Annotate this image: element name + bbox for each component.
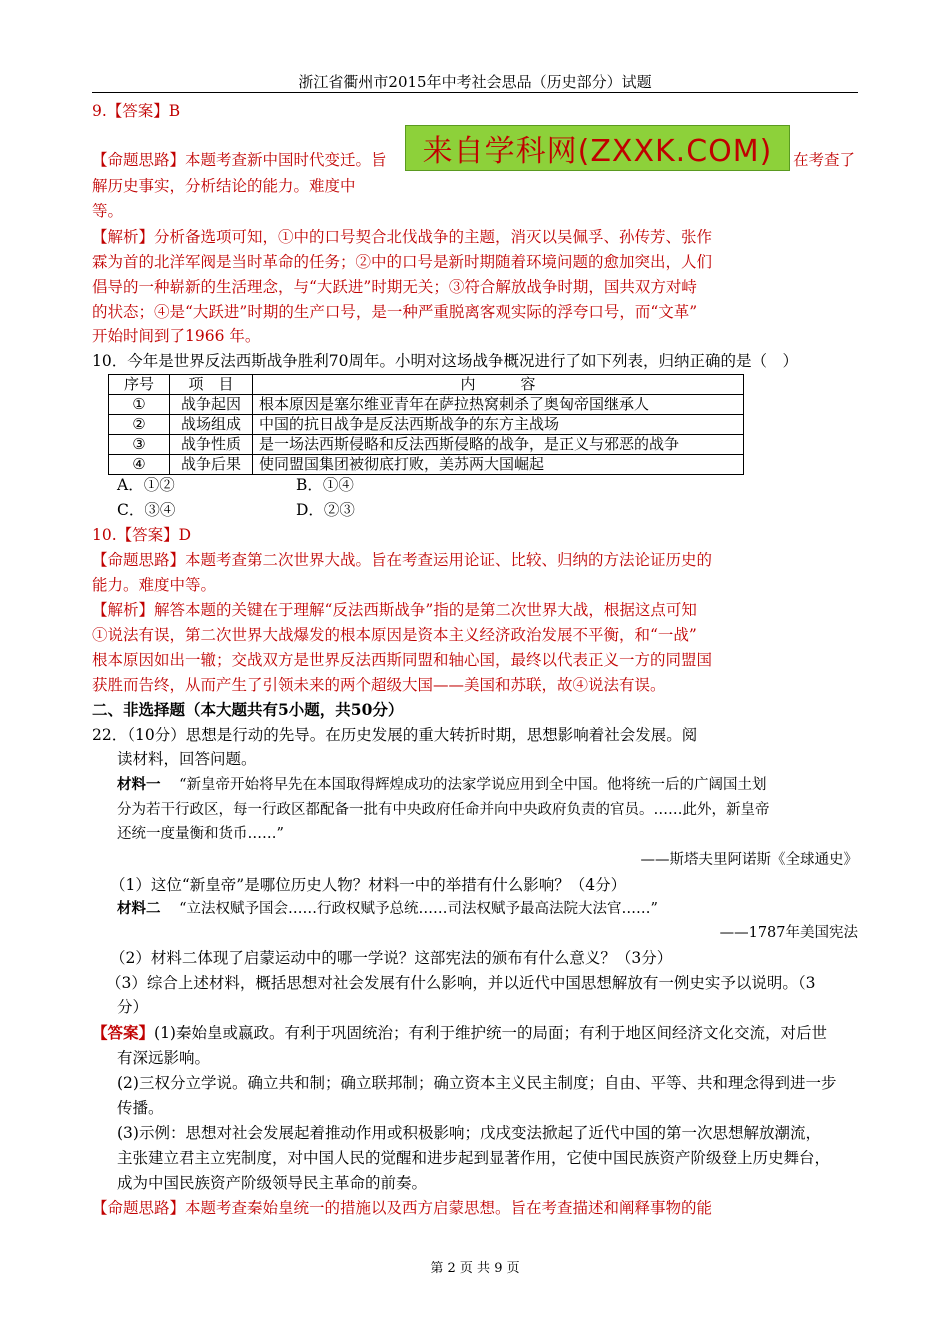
q22-sub-3-line-2: 分） <box>117 998 149 1016</box>
table-cell: ③ <box>109 435 170 455</box>
q22-answer-label: 【答案】 <box>92 1023 155 1042</box>
q10-option-d: D．②③ <box>296 501 355 519</box>
table-header-cell: 内 容 <box>253 375 744 395</box>
q9-analysis-line: 开始时间到了1966 年。 <box>92 327 261 345</box>
q22-answer-line-4: 传播。 <box>117 1099 164 1117</box>
table-cell: 是一场法西斯侵略和反法西斯侵略的战争，是正义与邪恶的战争 <box>253 435 744 455</box>
material-1-source: ——斯塔夫里阿诺斯《全球通史》 <box>640 852 858 868</box>
q9-analysis-line: 霖为首的北洋军阀是当时革命的任务；②中的口号是新时期随着环境问题的愈加突出，人们 <box>92 253 713 271</box>
q9-idea-line-1b: 在考查了 <box>793 151 856 169</box>
q22-answer-line-2: 有深远影响。 <box>117 1049 211 1067</box>
material-1-label: 材料一 <box>117 776 161 793</box>
q22-sub-1: （1）这位“新皇帝”是哪位历史人物？材料一中的举措有什么影响？（4分） <box>110 876 627 894</box>
q22-sub-2: （2）材料二体现了启蒙运动中的哪一学说？这部宪法的颁布有什么意义？（3分） <box>110 949 673 967</box>
table-cell: 战争后果 <box>170 455 253 475</box>
table-cell: 战争性质 <box>170 435 253 455</box>
table-cell: 战争起因 <box>170 395 253 415</box>
q10-option-c: C．③④ <box>117 501 176 519</box>
page-header: 浙江省衢州市2015年中考社会思品（历史部分）试题 <box>92 72 858 93</box>
q22-answer-line-3: (2)三权分立学说。确立共和制；确立联邦制；确立资本主义民主制度；自由、平等、共和理念得到进一步 <box>117 1074 837 1092</box>
table-header-cell: 序号 <box>109 375 170 395</box>
q10-table <box>108 374 744 475</box>
q10-analysis-line: 【解析】解答本题的关键在于理解“反法西斯战争”指的是第二次世界大战，根据这点可知 <box>92 601 697 619</box>
table-row <box>109 435 744 455</box>
q9-answer: 9.【答案】B <box>92 102 181 120</box>
q22-answer-line-1: (1)秦始皇或嬴政。有利于巩固统治；有利于维护统一的局面；有利于地区间经济文化交流，对后世 <box>154 1024 827 1042</box>
q9-idea-line-2: 解历史事实，分析结论的能力。难度中 <box>92 177 356 195</box>
table-row <box>109 455 744 475</box>
q10-analysis-line: 根本原因如出一辙；交战双方是世界反法西斯同盟和轴心国，最终以代表正义一方的同盟国 <box>92 651 713 669</box>
material-1-line-1: “新皇帝开始将早先在本国取得辉煌成功的法家学说应用到全中国。他将统一后的广阔国土划 <box>179 777 767 793</box>
watermark-logo: 来自学科网(ZXXK.COM) <box>405 125 790 171</box>
material-2-text: “立法权赋予国会……行政权赋予总统……司法权赋予最高法院大法官……” <box>179 901 658 917</box>
table-header-cell: 项 目 <box>170 375 253 395</box>
table-header-row <box>109 375 744 395</box>
q10-idea-line: 能力。难度中等。 <box>92 576 217 594</box>
table-row <box>109 395 744 415</box>
table-cell: ① <box>109 395 170 415</box>
q22-stem-line-1: 22．（10分）思想是行动的先导。在历史发展的重大转折时期，思想影响着社会发展。阅 <box>92 726 698 744</box>
material-2-source: ——1787年美国宪法 <box>719 925 858 941</box>
q10-stem: 10．今年是世界反法西斯战争胜利70周年。小明对这场战争概况进行了如下列表，归纳正确的是（ ） <box>92 352 798 370</box>
table-row <box>109 415 744 435</box>
page-footer: 第 2 页 共 9 页 <box>430 1261 520 1276</box>
q10-idea-line: 【命题思路】本题考查第二次世界大战。旨在考查运用论证、比较、归纳的方法论证历史的 <box>92 551 713 569</box>
q22-answer-line-6: 主张建立君主立宪制度，对中国人民的觉醒和进步起到显著作用，它使中国民族资产阶级登上历史舞台， <box>117 1149 831 1167</box>
q10-analysis-line: ①说法有误，第二次世界大战爆发的根本原因是资本主义经济政治发展不平衡，和“一战” <box>92 626 697 644</box>
table-cell: 根本原因是塞尔维亚青年在萨拉热窝刺杀了奥匈帝国继承人 <box>253 395 744 415</box>
q22-sub-3-line-1: （3）综合上述材料，概括思想对社会发展有什么影响，并以近代中国思想解放有一例史实予以说明。（3 <box>106 974 816 992</box>
table-cell: 使同盟国集团被彻底打败，美苏两大国崛起 <box>253 455 744 475</box>
table-cell: 战场组成 <box>170 415 253 435</box>
q22-idea: 【命题思路】本题考查秦始皇统一的措施以及西方启蒙思想。旨在考查描述和阐释事物的能 <box>92 1199 713 1217</box>
table-cell: ② <box>109 415 170 435</box>
q9-idea-line-3: 等。 <box>92 202 124 220</box>
section-title: 二、非选择题（本大题共有5小题，共50分） <box>92 700 404 719</box>
q22-answer-line-7: 成为中国民族资产阶级领导民主革命的前奏。 <box>117 1174 428 1192</box>
q10-answer: 10.【答案】D <box>92 526 192 544</box>
q9-analysis-line: 的状态；④是“大跃进”时期的生产口号，是一种严重脱离客观实际的浮夸口号，而“文革” <box>92 303 698 321</box>
q22-stem-line-2: 读材料，回答问题。 <box>117 750 257 768</box>
table-cell: 中国的抗日战争是反法西斯战争的东方主战场 <box>253 415 744 435</box>
table-cell: ④ <box>109 455 170 475</box>
q10-analysis-line: 获胜而告终，从而产生了引领未来的两个超级大国——美国和苏联，故④说法有误。 <box>92 676 666 694</box>
material-1-line-3: 还统一度量衡和货币……” <box>117 826 284 842</box>
q10-option-a: A．①② <box>117 476 175 494</box>
material-1-line-2: 分为若干行政区，每一行政区都配备一批有中央政府任命并向中央政府负责的官员。……此外，新皇帝 <box>117 802 770 818</box>
q9-analysis-line: 倡导的一种崭新的生活理念，与“大跃进”时期无关；③符合解放战争时期，国共双方对峙 <box>92 278 697 296</box>
q9-idea-line-1a: 【命题思路】本题考查新中国时代变迁。旨 <box>92 151 387 169</box>
material-2-label: 材料二 <box>117 900 161 917</box>
q10-option-b: B．①④ <box>296 476 354 494</box>
q22-answer-line-5: (3)示例：思想对社会发展起着推动作用或积极影响；戊戌变法掀起了近代中国的第一次思想解放潮流， <box>117 1124 821 1142</box>
q9-analysis-line: 【解析】分析备选项可知，①中的口号契合北伐战争的主题，消灭以吴佩孚、孙传芳、张作 <box>92 228 713 246</box>
